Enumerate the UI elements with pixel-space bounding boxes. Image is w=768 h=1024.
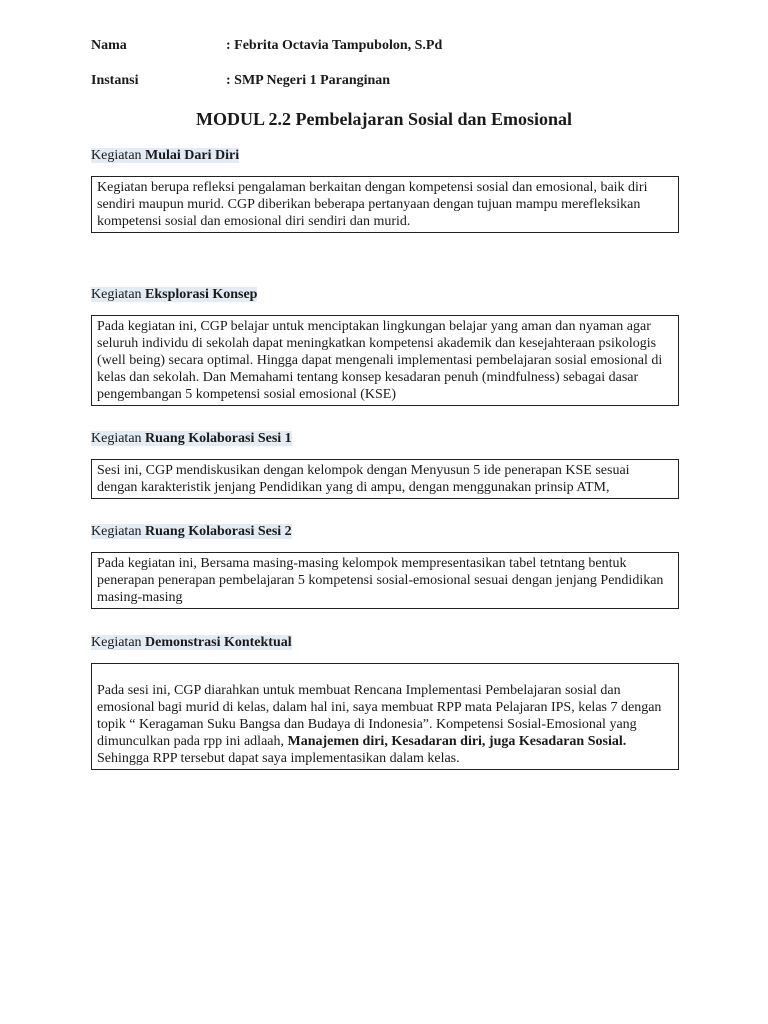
section-name: Eksplorasi Konsep: [145, 287, 258, 302]
section-box-ruang-kolaborasi-1: [91, 459, 679, 499]
section-text-part2: Sehingga RPP tersebut dapat saya implementasikan dalam kelas.: [97, 751, 460, 766]
section-text: Kegiatan berupa refleksi pengalaman berkaitan dengan kompetensi sosial dan emosional, baik diri sendiri maupun murid. CGP diberikan beberapa pertanyaan dengan tujuan mampu merefleksikan kompetensi sosial dan emosional diri sendiri dan murid.: [97, 180, 648, 229]
section-heading-ruang-kolaborasi-1: [91, 430, 292, 448]
section-name: Demonstrasi Kontektual: [145, 635, 292, 650]
name-value: : Febrita Octavia Tampubolon, S.Pd: [226, 38, 443, 53]
section-text-bold: Manajemen diri, Kesadaran diri, juga Kesadaran Sosial.: [287, 734, 627, 749]
section-text-part1: Pada sesi ini, CGP diarahkan untuk membuat Rencana Implementasi Pembelajaran sosial dan emosional bagi murid di kelas, dalam hal ini, saya membuat RPP mata Pelajaran IPS, kelas 7 dengan topik “ Keragaman Suku Bangsa dan Budaya di Indonesia”. Kompetensi Sosial-Emosional yang dimunculkan pada rpp ini adlaah,: [97, 683, 662, 749]
section-heading-ruang-kolaborasi-2: [91, 523, 292, 541]
section-text: Sesi ini, CGP mendiskusikan dengan kelompok dengan Menyusun 5 ide penerapan KSE sesuai dengan karakteristik jenjang Pendidikan yang di ampu, dengan menggunakan prinsip ATM,: [97, 463, 630, 495]
section-box-eksplorasi-konsep: [91, 315, 679, 406]
section-name: Mulai Dari Diri: [145, 148, 240, 163]
name-row: [91, 37, 442, 55]
institution-label: Instansi: [91, 73, 139, 88]
section-text: [97, 682, 673, 767]
section-text: Pada kegiatan ini, CGP belajar untuk menciptakan lingkungan belajar yang aman dan nyaman agar seluruh individu di sekolah dapat meningkatkan kompetensi akademik dan kesejahteraan psikologis (well being) secara optimal. Hingga dapat mengenali implementasi pembelajaran sosial emosional di kelas dan sekolah. Dan Memahami tentang konsep kesadaran penuh (mindfulness) sebagai dasar pengembangan 5 kompetensi sosial emosional (KSE): [97, 319, 663, 402]
section-box-demonstrasi-kontektual: [91, 663, 679, 770]
section-prefix: Kegiatan: [91, 431, 142, 446]
institution-value: : SMP Negeri 1 Paranginan: [226, 73, 391, 88]
section-box-mulai-dari-diri: [91, 176, 679, 233]
section-prefix: Kegiatan: [91, 148, 142, 163]
section-name: Ruang Kolaborasi Sesi 1: [145, 431, 292, 446]
section-prefix: Kegiatan: [91, 635, 142, 650]
section-name: Ruang Kolaborasi Sesi 2: [145, 524, 292, 539]
name-label: Nama: [91, 38, 127, 53]
section-prefix: Kegiatan: [91, 524, 142, 539]
section-heading-mulai-dari-diri: [91, 147, 239, 165]
section-heading-eksplorasi-konsep: [91, 286, 257, 304]
section-heading-demonstrasi-kontektual: [91, 634, 292, 652]
document-title: MODUL 2.2 Pembelajaran Sosial dan Emosional: [195, 109, 573, 129]
section-box-ruang-kolaborasi-2: [91, 552, 679, 609]
section-prefix: Kegiatan: [91, 287, 142, 302]
institution-row: [91, 72, 390, 90]
section-text: Pada kegiatan ini, Bersama masing-masing kelompok mempresentasikan tabel tetntang bentuk penerapan penerapan pembelajaran 5 kompetensi sosial-emosional sesuai dengan jenjang Pendidikan masing-masing: [97, 556, 664, 605]
